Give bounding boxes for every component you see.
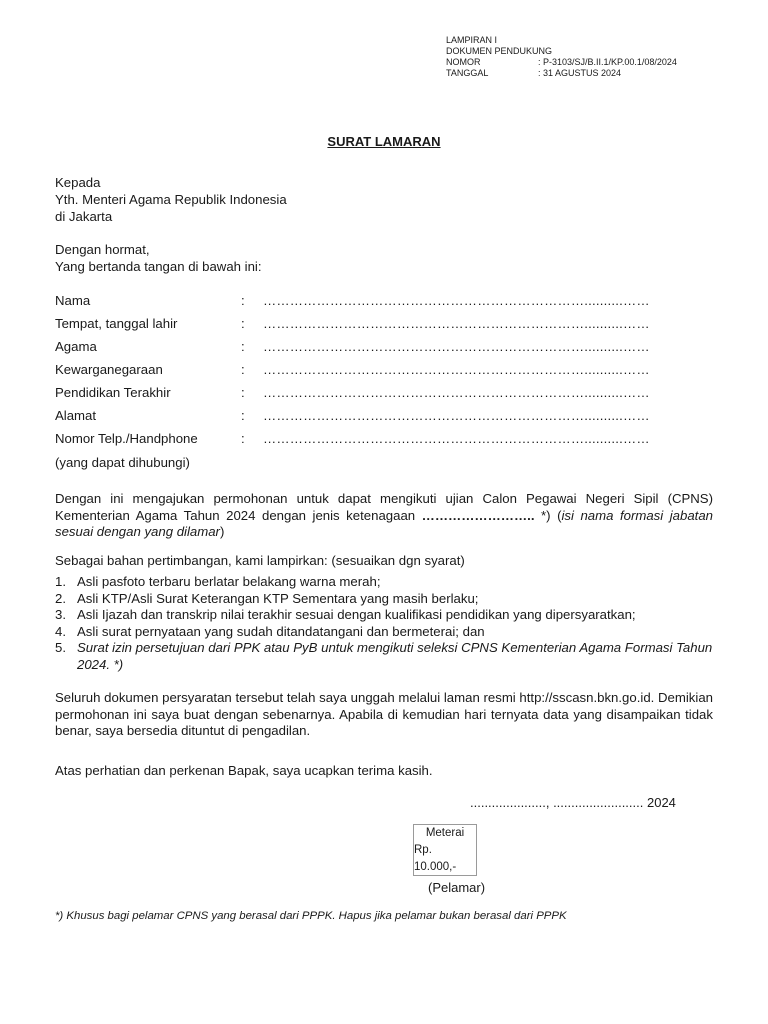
field-colon: : xyxy=(241,431,245,446)
greeting-block xyxy=(55,241,262,275)
header-nomor-row xyxy=(446,57,677,68)
header-tanggal-value: : 31 AGUSTUS 2024 xyxy=(538,68,622,78)
greeting-line-2: Yang bertanda tangan di bawah ini: xyxy=(55,259,262,274)
attachments-list xyxy=(55,574,715,673)
header-tanggal-row xyxy=(446,68,677,79)
list-item xyxy=(55,591,715,608)
field-blank: ………………………………………………………………..........…… xyxy=(263,293,650,308)
header-nomor-label: NOMOR xyxy=(446,57,481,67)
header-line-dokumen: DOKUMEN PENDUKUNG xyxy=(446,46,553,56)
application-italic-note: isi nama formasi jabatan sesuai dengan yang dilamar xyxy=(55,507,714,539)
document-title xyxy=(0,134,768,149)
list-item-text: Surat izin persetujuan dari PPK atau PyB untuk mengikuti seleksi CPNS Kementerian Agama Formasi Tahun 2024. *) xyxy=(77,640,713,672)
document-header xyxy=(446,35,677,79)
document-title-text: SURAT LAMARAN xyxy=(327,134,441,149)
application-text-1: Dengan ini mengajukan permohonan untuk dapat mengikuti ujian Calon Pegawai Negeri Sipil (CPNS) Kementerian Agama Tahun 2024 dengan jenis ketenagaan xyxy=(55,491,713,523)
field-label: Nama xyxy=(55,293,91,308)
greeting-line-1: Dengan hormat, xyxy=(55,242,150,257)
field-label: Tempat, tanggal lahir xyxy=(55,316,178,331)
stamp-value: Rp. 10.000,- xyxy=(414,843,457,873)
field-blank: ………………………………………………………………..........…… xyxy=(263,339,650,354)
recipient-block xyxy=(55,174,287,225)
field-colon: : xyxy=(241,385,245,400)
formasi-blank: …………………….. xyxy=(421,507,535,523)
list-item-text: Asli Ijazah dan transkrip nilai terakhir sesuai dengan kualifikasi pendidikan yang dipersyaratkan; xyxy=(77,607,636,622)
list-item xyxy=(55,607,715,624)
stamp-label: Meterai xyxy=(425,826,465,839)
footnote: *) Khusus bagi pelamar CPNS yang berasal dari PPPK. Hapus jika pelamar bukan berasal dari PPPK xyxy=(55,910,567,922)
recipient-line-3: di Jakarta xyxy=(55,209,113,224)
field-colon: : xyxy=(241,293,245,308)
list-item-number: 1. xyxy=(55,574,66,589)
signer-label: (Pelamar) xyxy=(428,880,486,895)
field-colon: : xyxy=(241,316,245,331)
application-paragraph xyxy=(55,491,713,541)
header-line-lampiran: LAMPIRAN I xyxy=(446,35,498,45)
field-note: (yang dapat dihubungi) xyxy=(55,455,190,470)
closing-line: Atas perhatian dan perkenan Bapak, saya ucapkan terima kasih. xyxy=(55,763,433,778)
list-item xyxy=(55,640,715,673)
list-item-text: Asli surat pernyataan yang sudah ditandatangani dan bermeterai; dan xyxy=(77,623,485,639)
date-place-line: ....................., ......................... 2024 xyxy=(470,795,676,810)
recipient-line-1: Kepada xyxy=(55,175,101,190)
list-item-number: 4. xyxy=(55,623,66,639)
field-colon: : xyxy=(241,339,245,354)
list-item-number: 2. xyxy=(55,590,66,606)
field-blank: ………………………………………………………………..........…… xyxy=(263,385,650,400)
application-text-2: *) ( xyxy=(534,507,562,523)
header-nomor-value: : P-3103/SJ/B.II.1/KP.00.1/08/2024 xyxy=(538,57,677,67)
list-item-number: 5. xyxy=(55,640,66,655)
field-colon: : xyxy=(241,362,245,377)
meterai-stamp-box xyxy=(413,824,477,876)
field-label: Agama xyxy=(55,339,97,354)
list-item-text: Asli KTP/Asli Surat Keterangan KTP Sementara yang masih berlaku; xyxy=(77,590,479,606)
recipient-line-2: Yth. Menteri Agama Republik Indonesia xyxy=(55,192,287,207)
list-item xyxy=(55,574,715,591)
field-blank: ………………………………………………………………..........…… xyxy=(263,316,650,331)
field-blank: ………………………………………………………………..........…… xyxy=(263,408,650,423)
field-label: Pendidikan Terakhir xyxy=(55,385,171,400)
statement-paragraph: Seluruh dokumen persyaratan tersebut telah saya unggah melalui laman resmi http://sscasn.bkn.go.id. Demikian permohonan ini saya buat dengan sebenarnya. Apabila di kemudian hari ternyata data yang disampaikan tidak benar, saya bersedia dituntut di pengadilan. xyxy=(55,690,713,738)
header-tanggal-label: TANGGAL xyxy=(446,68,489,78)
field-colon: : xyxy=(241,408,245,423)
application-text-3: ) xyxy=(219,524,225,539)
field-blank: ………………………………………………………………..........…… xyxy=(263,362,650,377)
list-item-text: Asli pasfoto terbaru berlatar belakang warna merah; xyxy=(77,574,381,589)
field-blank: ………………………………………………………………..........…… xyxy=(263,431,650,446)
field-label: Kewarganegaraan xyxy=(55,362,163,377)
list-item-number: 3. xyxy=(55,607,66,622)
list-item xyxy=(55,624,715,641)
attachments-intro: Sebagai bahan pertimbangan, kami lampirkan: (sesuaikan dgn syarat) xyxy=(55,553,465,568)
field-label: Nomor Telp./Handphone xyxy=(55,431,198,446)
field-label: Alamat xyxy=(55,408,97,423)
